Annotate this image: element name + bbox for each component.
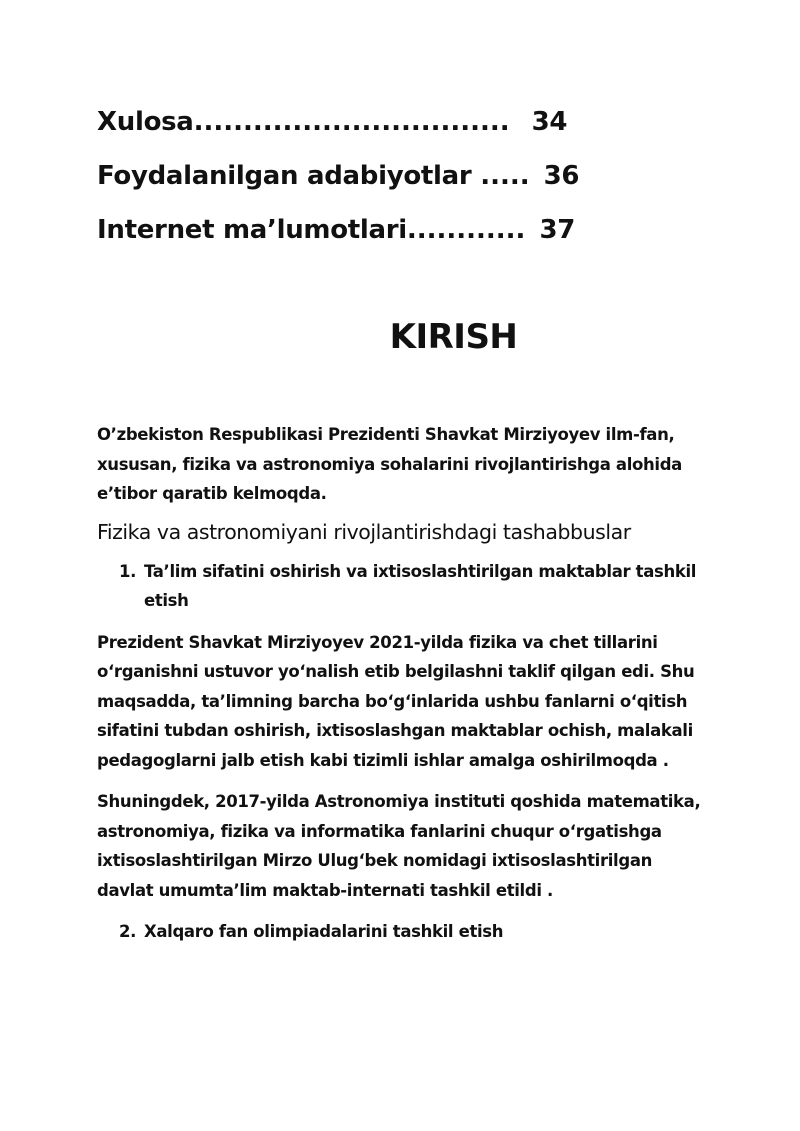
subsection-heading: Fizika va astronomiyani rivojlantirishdagi tashabbuslar — [97, 519, 631, 544]
list-item-number: 1. — [119, 561, 137, 581]
toc-entry-dots: ..... — [480, 161, 530, 191]
toc-entry-dots: ............ — [406, 215, 526, 245]
body-paragraph: Prezident Shavkat Mirziyoyev 2021-yilda fizika va chet tillarini o‘rganishni ustuvor yo‘nalish etib belgilashni taklif qilgan edi. Shu maqsadda, ta’limning barcha bo‘g‘inlarida ushbu fanlarni o‘qitish sifatini tubdan oshirish, ixtisoslashgan maktablar ochish, malakali pedagoglarni jalb etish kabi tizimli ishlar amalga oshirilmoqda . — [97, 632, 695, 770]
list-item — [97, 557, 707, 616]
toc-entry-internet — [97, 203, 617, 257]
body-paragraph: Shuningdek, 2017-yilda Astronomiya instituti qoshida matematika, astronomiya, fizika va informatika fanlarini chuqur o‘rgatishga ixtisoslashtirilgan Mirzo Ulug‘bek nomidagi ixtisoslashtirilgan davlat umumta’lim maktab-internati tashkil etildi . — [97, 792, 701, 900]
list-item-text: Ta’lim sifatini oshirish va ixtisoslashtirilgan maktablar tashkil etish — [144, 561, 697, 610]
table-of-contents — [97, 95, 617, 257]
section-heading: KIRISH — [389, 317, 518, 357]
toc-entry-dots: ................................ — [193, 107, 510, 137]
intro-paragraph: O’zbekiston Respublikasi Prezidenti Shavkat Mirziyoyev ilm-fan, xususan, fizika va astronomiya sohalarini rivojlantirishga alohida e’tibor qaratib kelmoqda. — [97, 425, 682, 503]
toc-entry-label: Xulosa — [97, 107, 194, 137]
body-content — [97, 420, 707, 959]
list-item — [97, 917, 707, 947]
toc-entry-page: 37 — [539, 215, 576, 245]
list-item-number: 2. — [119, 922, 137, 941]
toc-entry-label: Foydalanilgan adabiyotlar — [97, 161, 481, 191]
toc-entry-page: 36 — [543, 161, 580, 191]
toc-entry-foydalanilgan — [97, 149, 617, 203]
list-item-text: Xalqaro fan olimpiadalarini tashkil etish — [144, 922, 504, 941]
toc-entry-page: 34 — [531, 107, 568, 137]
toc-entry-xulosa — [97, 95, 617, 149]
toc-entry-label: Internet ma’lumotlari — [97, 215, 407, 245]
